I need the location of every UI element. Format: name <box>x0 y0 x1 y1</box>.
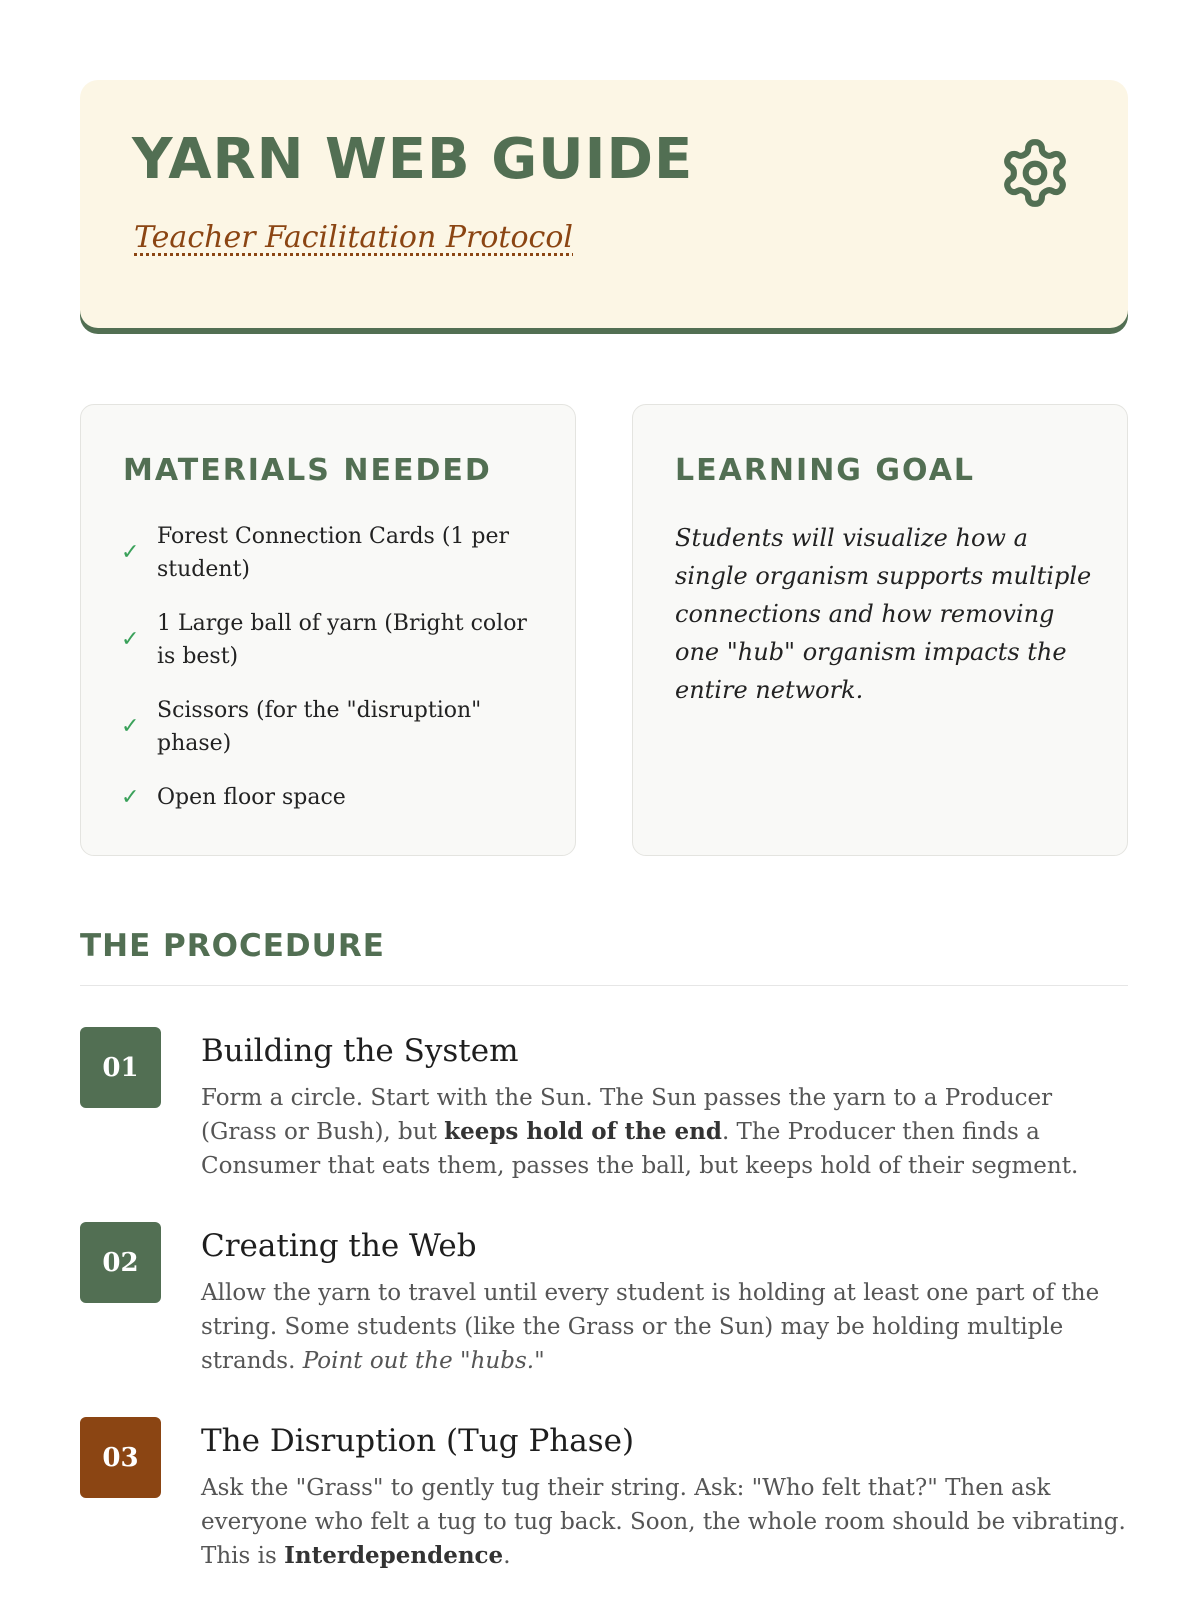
check-icon: ✓ <box>121 540 140 565</box>
list-item <box>121 520 541 586</box>
step-title: The Disruption (Tug Phase) <box>201 1423 635 1459</box>
check-icon: ✓ <box>121 627 140 652</box>
step-description <box>201 1081 1131 1183</box>
step-description <box>201 1276 1131 1378</box>
learning-goal-card <box>632 404 1128 856</box>
material-text: Scissors (for the "disruption" phase) <box>157 698 482 756</box>
step-text: . <box>503 1543 511 1569</box>
material-text: Open floor space <box>157 785 346 810</box>
page-subtitle: Teacher Facilitation Protocol <box>134 220 573 255</box>
header-banner <box>80 80 1128 328</box>
step-text: . The Producer then finds a Consumer that eats them, passes the ball, but keeps hold of their segment. <box>201 1119 1079 1179</box>
step-number-badge: 02 <box>80 1222 161 1303</box>
materials-heading: MATERIALS NEEDED <box>123 453 492 488</box>
gear-icon[interactable] <box>998 136 1072 210</box>
step-number-badge: 03 <box>80 1417 161 1498</box>
material-text: Forest Connection Cards (1 per student) <box>157 524 510 582</box>
step-emphasis: Interdependence <box>284 1542 504 1569</box>
learning-goal-heading: LEARNING GOAL <box>675 453 976 488</box>
list-item <box>121 607 541 673</box>
list-item <box>121 781 541 814</box>
materials-list <box>121 520 541 835</box>
step-title: Building the System <box>201 1033 519 1069</box>
step-text: Allow the yarn to travel until every student is holding at least one part of the string. Some students (like the Grass or the Sun) may be holding multiple strands. <box>201 1280 1100 1374</box>
step-emphasis: keeps hold of the end <box>444 1118 722 1145</box>
procedure-divider <box>80 985 1128 986</box>
check-icon: ✓ <box>121 784 140 810</box>
materials-card <box>80 404 576 856</box>
check-icon: ✓ <box>121 714 140 739</box>
procedure-heading: THE PROCEDURE <box>80 928 385 964</box>
step-number-badge: 01 <box>80 1027 161 1108</box>
step-title: Creating the Web <box>201 1228 477 1264</box>
list-item <box>121 694 541 760</box>
material-text: 1 Large ball of yarn (Bright color is best) <box>157 611 527 669</box>
step-emphasis: Point out the "hubs." <box>302 1348 545 1374</box>
step-description <box>201 1471 1131 1573</box>
step-text: Form a circle. Start with the Sun. The Sun passes the yarn to a Producer (Grass or Bush), but <box>201 1085 1053 1145</box>
page-title: YARN WEB GUIDE <box>132 127 694 192</box>
learning-goal-text: Students will visualize how a single organism supports multiple connections and how removing one "hub" organism impacts the entire network. <box>675 524 1092 704</box>
step-text: Ask the "Grass" to gently tug their string. Ask: "Who felt that?" Then ask everyone who felt a tug to tug back. Soon, the whole room should be vibrating. This is <box>201 1475 1126 1569</box>
